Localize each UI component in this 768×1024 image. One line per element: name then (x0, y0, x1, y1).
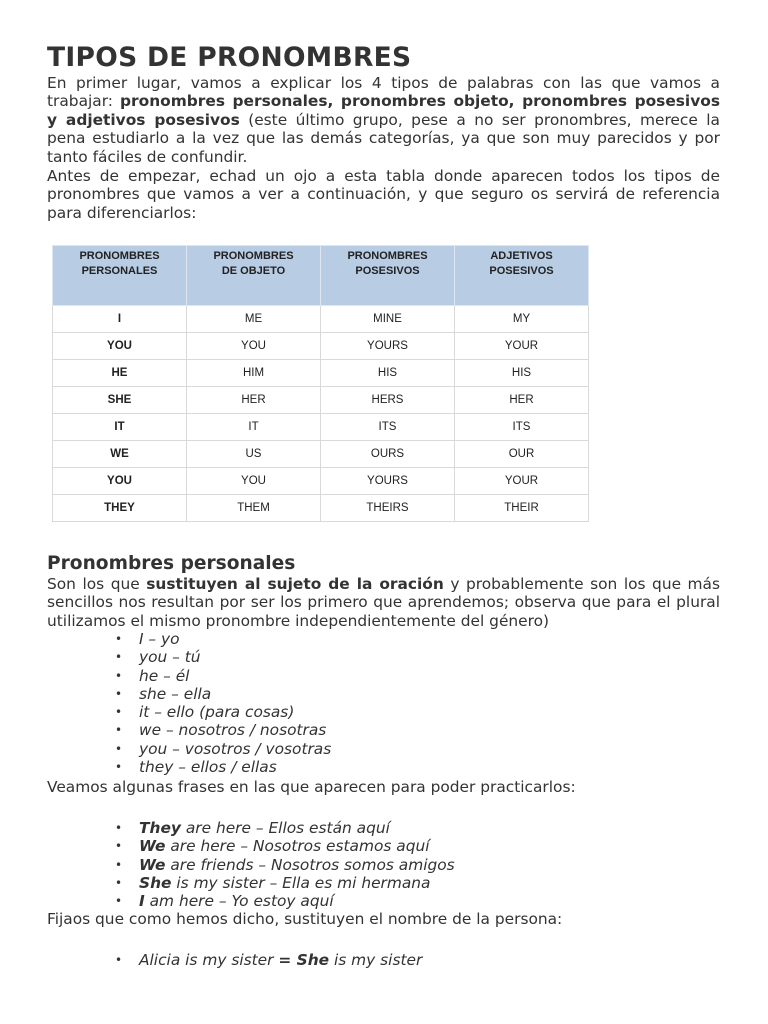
table-row (53, 333, 589, 360)
table-row (53, 468, 589, 495)
table-row (53, 441, 589, 468)
table-cell: WE (53, 441, 187, 468)
header-posesivos: PRONOMBRES POSESIVOS (321, 246, 455, 306)
list-item: • it – ello (para cosas) (139, 703, 331, 721)
pronouns-table (52, 245, 589, 522)
list-item: • he – él (139, 667, 331, 685)
table-row (53, 495, 589, 522)
substitution-list (139, 951, 422, 969)
table-cell: THEIR (455, 495, 589, 522)
table-cell: YOU (53, 333, 187, 360)
intro-text-end: (este último grupo, pese a no ser pronombres, merece la pena estudiarlo a la vez que las demás categorías, ya que son muy parecidos y por tanto fáciles de confundir. (47, 110, 720, 166)
section-text-start: Son los que (47, 575, 147, 593)
table-cell: MINE (321, 306, 455, 333)
table-cell: IT (187, 414, 321, 441)
table-cell: IT (53, 414, 187, 441)
list-item: • you – vosotros / vosotras (139, 740, 331, 758)
table-cell: YOU (53, 468, 187, 495)
section-paragraph (47, 575, 720, 630)
table-header-row (53, 246, 589, 306)
table-row (53, 360, 589, 387)
table-cell: MY (455, 306, 589, 333)
section-bold-text: sustituyen al sujeto de la oración (146, 575, 444, 593)
table-cell: ITS (455, 414, 589, 441)
table-cell: YOURS (321, 333, 455, 360)
list-item: • we – nosotros / nosotras (139, 721, 331, 739)
table-cell: HIM (187, 360, 321, 387)
table-cell: YOUR (455, 468, 589, 495)
example-list (139, 819, 455, 910)
table-cell: THEY (53, 495, 187, 522)
section-heading: Pronombres personales (47, 553, 296, 574)
header-objeto: PRONOMBRES DE OBJETO (187, 246, 321, 306)
table-cell: SHE (53, 387, 187, 414)
table-cell: HERS (321, 387, 455, 414)
intro-text-start: En primer lugar, vamos a explicar los 4 tipos de palabras con las que vamos a trabajar: (47, 74, 720, 111)
pronoun-list (139, 630, 331, 776)
table-cell: THEM (187, 495, 321, 522)
list-item: • I – yo (139, 630, 331, 648)
section-text-end: y probablemente son los que más sencillos nos resultan por ser los primero que aprendemos; observa que para el plural utilizamos el mismo pronombre independientemente del género) (47, 575, 721, 630)
intro-paragraph-2: Antes de empezar, echad un ojo a esta tabla donde aparecen todos los tipos de pronombres que vamos a ver a continuación, y que seguro os servirá de referencia para diferenciarlos: (47, 167, 720, 222)
practice-paragraph: Veamos algunas frases en las que aparecen para poder practicarlos: (47, 778, 576, 796)
table-cell: I (53, 306, 187, 333)
list-item: • We are here – Nosotros estamos aquí (139, 837, 455, 855)
header-adjetivos: ADJETIVOS POSESIVOS (455, 246, 589, 306)
table-cell: ME (187, 306, 321, 333)
table-cell: OUR (455, 441, 589, 468)
table-row (53, 414, 589, 441)
list-item: • Alicia is my sister = She is my sister (139, 951, 422, 969)
table-cell: HER (455, 387, 589, 414)
table-cell: ITS (321, 414, 455, 441)
table-cell: HE (53, 360, 187, 387)
table-cell: HIS (321, 360, 455, 387)
table-cell: YOU (187, 468, 321, 495)
intro-bold-text: pronombres personales, pronombres objeto, pronombres posesivos y adjetivos posesivos (47, 92, 720, 129)
table-cell: HER (187, 387, 321, 414)
intro-paragraph (47, 74, 720, 166)
list-item: • they – ellos / ellas (139, 758, 331, 776)
list-item: • I am here – Yo estoy aquí (139, 892, 455, 910)
list-item: • We are friends – Nosotros somos amigos (139, 856, 455, 874)
list-item: • you – tú (139, 648, 331, 666)
list-item: • She is my sister – Ella es mi hermana (139, 874, 455, 892)
table-row (53, 306, 589, 333)
closing-paragraph: Fijaos que como hemos dicho, sustituyen el nombre de la persona: (47, 910, 563, 928)
list-item: • she – ella (139, 685, 331, 703)
table-row (53, 387, 589, 414)
table-cell: YOURS (321, 468, 455, 495)
page-title: TIPOS DE PRONOMBRES (47, 42, 412, 73)
table-cell: HIS (455, 360, 589, 387)
header-personales: PRONOMBRES PERSONALES (53, 246, 187, 306)
table-cell: US (187, 441, 321, 468)
table-cell: YOU (187, 333, 321, 360)
list-item: • They are here – Ellos están aquí (139, 819, 455, 837)
table-cell: OURS (321, 441, 455, 468)
table-cell: YOUR (455, 333, 589, 360)
table-cell: THEIRS (321, 495, 455, 522)
